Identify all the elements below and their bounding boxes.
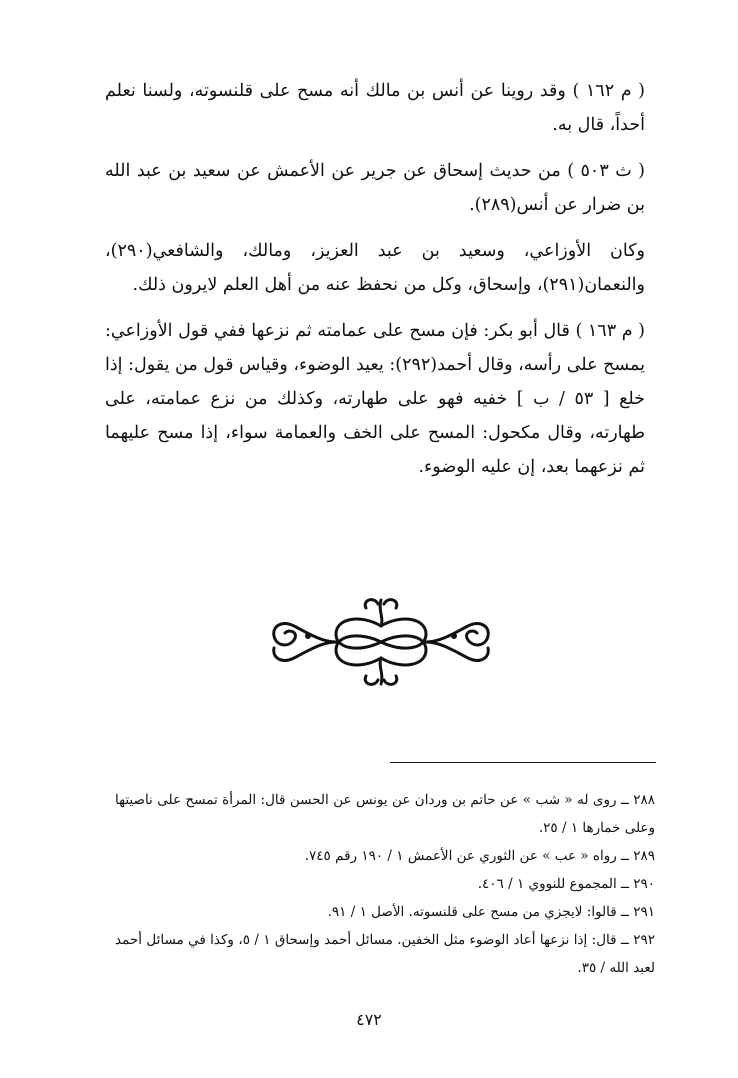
paragraph-m163: ( م ١٦٣ ) قال أبو بكر: فإن مسح على عمامته ثم نزعها ففي قول الأوزاعي: يمسح على رأسه، وقال أحمد(٢٩٢): يعيد الوضوء، وقياس قول من يقول: إذا خلع [ ٥٣ / ب ] خفيه فهو على طهارته، وكذلك من نزع عمامته، على طهارته، وقال مكحول: المسح على الخف والعمامة سواء، إذا مسح عليهما ثم نزعهما بعد، إن عليه الوضوء. xyxy=(105,321,645,477)
calligraphic-scroll-ornament-icon xyxy=(266,596,496,688)
footnote-291: ٢٩١ ــ قالوا: لايجزي من مسح على قلنسوته. الأصل ١ / ٩١. xyxy=(327,904,655,920)
main-text-block xyxy=(105,74,645,496)
paragraph-scholars: وكان الأوزاعي، وسعيد بن عبد العزيز، ومالك، والشافعي(٢٩٠)، والنعمان(٢٩١)، وإسحاق، وكل من نحفظ عنه من أهل العلم لايرون ذلك. xyxy=(105,241,645,295)
footnote-290: ٢٩٠ ــ المجموع للنووي ١ / ٤٠٦. xyxy=(477,876,655,892)
footnotes-block xyxy=(115,786,655,982)
footnote-292: ٢٩٢ ــ قال: إذا نزعها أعاد الوضوء مثل الخفين. مسائل أحمد وإسحاق ١ / ٥، وكذا في مسائل أحمد لعبد الله / ٣٥. xyxy=(115,932,656,976)
footnote-289: ٢٨٩ ــ رواه « عب » عن الثوري عن الأعمش ١ / ١٩٠ رقم ٧٤٥. xyxy=(304,848,655,864)
page-number: ٤٧٢ xyxy=(356,1010,382,1029)
paragraph-th503: ( ث ٥٠٣ ) من حديث إسحاق عن جرير عن الأعمش عن سعيد بن عبد الله بن ضرار عن أنس(٢٨٩). xyxy=(105,161,645,215)
paragraph-m162: ( م ١٦٢ ) وقد روينا عن أنس بن مالك أنه مسح على قلنسوته، ولسنا نعلم أحداً، قال به. xyxy=(105,81,645,135)
footnote-288: ٢٨٨ ــ روى له « شب » عن حاتم بن وردان عن يونس عن الحسن قال: المرأة تمسح على ناصيتها وعلى خمارها ١ / ٢٥. xyxy=(115,792,655,836)
footnote-divider xyxy=(390,762,656,763)
